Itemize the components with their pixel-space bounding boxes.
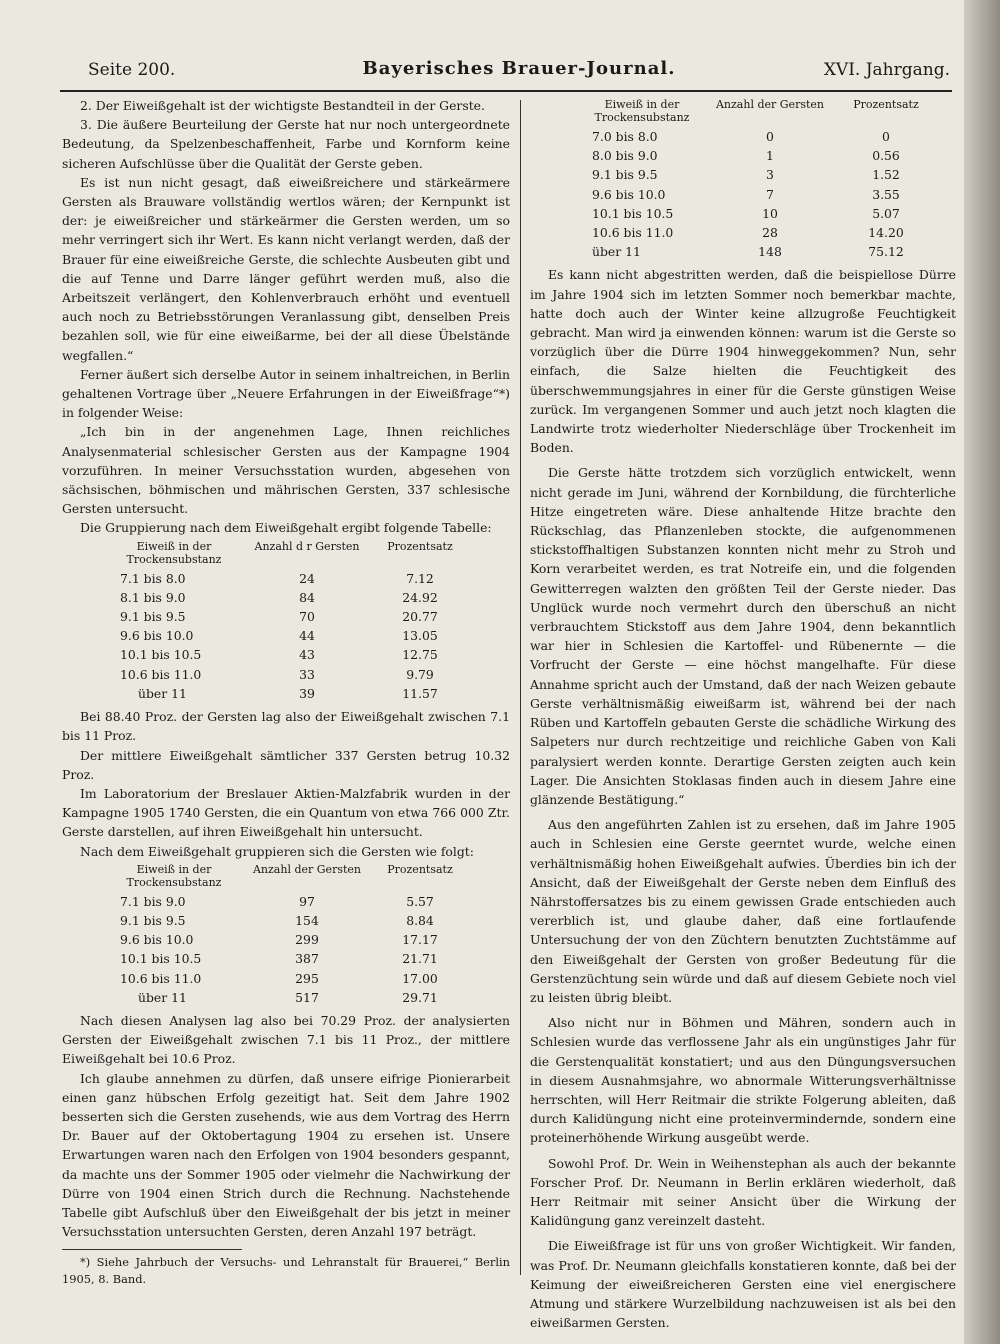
table-row: 10.1 bis 10.5 10 5.07: [592, 205, 900, 221]
table-row: 9.1 bis 9.5 154 8.84: [120, 912, 434, 928]
paragraph: Die Gerste hätte trotzdem sich vorzüglich entwickelt, wenn nicht gerade im Juni, während der Kornbildung, die fürchterliche Hitze eingetreten wäre. Diese anhaltende Hitze brachte den Rückschlag, das Pflanzenleben stockte, die aufgenommenen stickstoffhaltigen Substanzen konnten nicht mehr zu Stroh und Korn verarbeitet werden, es trat Notreife ein, und die folgenden Gewitterregen walzten den größten Teil der Gerste nieder. Das Unglück wurde noch vermehrt durch den überschuß an nicht verbrauchtem Stickstoff aus dem Jahre 1904, denn bekanntlich war hier in Schlesien die Kartoffel- und Rübenernte — die Vorfrucht der Gerste — eine höchst mangelhafte. Für diese Annahme spricht auch der Umstand, daß der nach Weizen gebaute Gerste verhältnismäßig eiweißarm ist, während bei der nach Rüben und Kartoffeln gebauten Gerste die schädliche Wirkung des Salpeters nur durch rechtzeitige und reichliche Gaben von Kali paralysiert werden konnte. Derartige Gersten zeigten auch kein Lager. Die Ansichten Stoklasas finden auch in diesem Jahre eine glänzende Bestätigung.“: [530, 465, 956, 807]
paragraph: Ich glaube annehmen zu dürfen, daß unsere eifrige Pionierarbeit einen ganz hübschen Erfolg gezeitigt hat. Seit dem Jahre 1902 besserten sich die Gersten zusehends, wie aus dem Vortrag des Herrn Dr. Bauer auf der Oktobertagung 1904 zu ersehen ist. Unsere Erwartungen waren nach den Erfolgen von 1904 besonders gespannt, da machte uns der Sommer 1905 oder vielmehr die Nachwirkung der Dürre von 1904 einen Strich durch die Rechnung. Nachstehende Tabelle gibt Aufschluß über den Eiweißgehalt der bis jetzt in meiner Versuchsstation untersuchten Gersten, deren Anzahl 197 beträgt.: [62, 1070, 510, 1240]
header-rule: [60, 90, 952, 92]
page-number: Seite 200.: [88, 60, 176, 80]
table-row: 9.6 bis 10.0 7 3.55: [592, 186, 900, 202]
column-divider: [520, 100, 521, 1275]
column-header: Anzahl der Gersten: [715, 98, 824, 111]
protein-table-1905-breslau: [110, 863, 464, 1007]
paragraph: Es ist nun nicht gesagt, daß eiweißreichere und stärkeärmere Gersten als Brauware vollständig wertlos wären; der Kernpunkt ist der: je eiweißreicher und stärkeärmer die Gersten werden, um so mehr verringert sich ihr Wert. Es kann nicht verlangt werden, daß der Brauer für eine eiweißreiche Gerste, die schlechte Ausbeuten gibt und die auf Tenne und Darre länger geführt werden muß, also die Arbeitszeit verlängert, den Kohlenverbrauch erhöht und eventuell auch noch zu Betriebsstörungen Veranlassung gibt, denselben Preis bezahlen soll, wie für eine eiweißarme, bei der all diese Übelstände wegfallen.“: [62, 174, 510, 363]
paragraph: Also nicht nur in Böhmen und Mähren, sondern auch in Schlesien wurde das verflossene Jahr als ein ungünstiges Jahr für die Gerstenqualität konstatiert; und aus den Düngungsversuchen in diesem Ausnahmsjahre, wo abnormale Witterungsverhältnisse herrschten, will Herr Reitmair die strikte Folgerung ableiten, daß durch Kalidüngung nicht eine proteinvermindernde, sondern eine proteinerhöhende Wirkung ausgeübt werde.: [530, 1015, 956, 1146]
table-row: 10.6 bis 11.0 28 14.20: [592, 225, 904, 241]
table-row: 7.1 bis 8.0 24 7.12: [120, 570, 434, 586]
column-header: Eiweiß in der Trockensubstanz: [126, 862, 222, 889]
table-row: 9.1 bis 9.5 3 1.52: [592, 167, 900, 183]
column-header: Anzahl der Gersten: [252, 862, 361, 876]
paragraph: Der mittlere Eiweißgehalt sämtlicher 337 Gersten betrug 10.32 Proz.: [62, 747, 510, 782]
table-row: über 11 148 75.12: [592, 244, 904, 260]
table-row: 7.0 bis 8.0 0 0: [592, 129, 890, 144]
table-row: 10.1 bis 10.5 387 21.71: [120, 951, 438, 967]
paragraph: Sowohl Prof. Dr. Wein in Weihenstephan als auch der bekannte Forscher Prof. Dr. Neumann in Berlin erklären wiederholt, daß Herr Reitmair mit seiner Ansicht über die Wirkung der Kalidüngung ganz vereinzelt dasteht.: [530, 1155, 956, 1229]
paragraph: Aus den angeführten Zahlen ist zu ersehen, daß im Jahre 1905 auch in Schlesien eine Gerste geerntet wurde, welche einen verhältnismäßig hohen Eiweißgehalt aufwies. Überdies bin ich der Ansicht, daß der Eiweißgehalt der Gerste neben dem Einfluß des Nährstoffersatzes bis zu einem gewissen Grade entschieden auch vererblich ist, und glaube daher, daß eine fortlaufende Untersuchung der von den Züchtern benutzten Zuchtstämme auf den Eiweißgehalt der Gersten von großer Bedeutung für die Gerstenzüchtung sein würde und daß auf diesem Gebiete noch viel zu leisten übrig bleibt.: [530, 817, 956, 1005]
column-header: Eiweiß in der Trockensubstanz: [126, 539, 222, 566]
paragraph: Ferner äußert sich derselbe Autor in seinem inhaltreichen, in Berlin gehaltenen Vortrage über „Neuere Erfahrungen in der Eiweißfrage“*) in folgender Weise:: [62, 366, 510, 421]
journal-title: Bayerisches Brauer-Journal.: [362, 58, 676, 79]
paragraph: Es kann nicht abgestritten werden, daß die beispiellose Dürre im Jahre 1904 sich im letzten Sommer noch bemerkbar machte, hatte doch auch der Winter keine allzugroße Feuchtigkeit gebracht. Man wird ja einwenden können: warum ist die Gerste so vorzüglich über die Dürre 1904 hinweggekommen? Nun, sehr einfach, die Salze hielten die Feuchtigkeit des überschwemmungsjahres in einer für die Gerste günstigen Weise zurück. Im vergangenen Sommer und auch jetzt noch klagten die Landwirte trotz wiederholter Niederschläge über Trockenheit im Boden.: [530, 267, 956, 456]
table-row: über 11 39 11.57: [138, 685, 438, 701]
table-row: 9.6 bis 10.0 299 17.17: [120, 932, 438, 948]
paragraph: Die Eiweißfrage ist für uns von großer Wichtigkeit. Wir fanden, was Prof. Dr. Neumann gleichfalls konstatieren konnte, daß bei der Keimung der eiweißreicheren Gersten eine viel energischere Atmung und stärkere Wurzelbildung nachzuweisen ist als bei den eiweißarmen Gersten.: [530, 1238, 956, 1331]
column-header: Prozentsatz: [387, 539, 453, 553]
volume-label: XVI. Jahrgang.: [823, 60, 950, 80]
page-edge-shadow: [964, 0, 1000, 1344]
paragraph: 2. Der Eiweißgehalt ist der wichtigste Bestandteil in der Gerste.: [80, 98, 485, 113]
left-column: [62, 96, 510, 1288]
paragraph: Bei 88.40 Proz. der Gersten lag also der Eiweißgehalt zwischen 7.1 bis 11 Proz.: [62, 709, 510, 744]
paragraph: Die Gruppierung nach dem Eiweißgehalt ergibt folgende Tabelle:: [80, 520, 492, 536]
table-row: 10.6 bis 11.0 295 17.00: [120, 970, 438, 986]
table-row: 8.0 bis 9.0 1 0.56: [592, 148, 900, 164]
table-row: über 11 517 29.71: [138, 989, 438, 1005]
protein-table-1904: [110, 540, 464, 703]
running-header: [88, 58, 950, 90]
paragraph: Nach dem Eiweißgehalt gruppieren sich die Gersten wie folgt:: [80, 843, 474, 859]
footnote: *) Siehe Jahrbuch der Versuchs- und Lehranstalt für Brauerei,“ Berlin 1905, 8. Band.: [62, 1255, 510, 1287]
table-row: 9.1 bis 9.5 70 20.77: [120, 609, 438, 625]
paragraph: Im Laboratorium der Breslauer Aktien-Malzfabrik wurden in der Kampagne 1905 1740 Gersten, die ein Quantum von etwa 766 000 Ztr. Gerste darstellen, auf ihren Eiweißgehalt hin untersucht.: [62, 785, 510, 840]
column-header: Prozentsatz: [853, 98, 919, 111]
table-row: 10.1 bis 10.5 43 12.75: [120, 647, 438, 663]
paragraph: „Ich bin in der angenehmen Lage, Ihnen reichliches Analysenmaterial schlesischer Gersten aus der Kampagne 1904 vorzuführen. In meiner Versuchsstation wurden, abgesehen von sächsischen, böhmischen und mährischen Gersten, 337 schlesische Gersten untersucht.: [62, 424, 510, 517]
table-row: 10.6 bis 11.0 33 9.79: [120, 666, 434, 682]
paragraph: Nach diesen Analysen lag also bei 70.29 Proz. der analysierten Gersten der Eiweißgehalt zwischen 7.1 bis 11 Proz., der mittlere Eiweißgehalt bei 10.6 Proz.: [62, 1012, 510, 1067]
footnote-rule: [62, 1249, 242, 1250]
column-header: Prozentsatz: [387, 862, 453, 876]
column-header: Anzahl d r Gersten: [254, 539, 360, 553]
table-row: 9.6 bis 10.0 44 13.05: [120, 628, 438, 644]
paragraph: 3. Die äußere Beurteilung der Gerste hat nur noch untergeordnete Bedeutung, da Spelzenbeschaffenheit, Farbe und Kornform keine sicheren Aufschlüsse über die Qualität der Gerste geben.: [62, 117, 510, 171]
right-column: [530, 98, 956, 1332]
protein-table-1905-station: [582, 98, 934, 261]
column-header: Eiweiß in der Trockensubstanz: [594, 98, 690, 124]
table-row: 8.1 bis 9.0 84 24.92: [120, 589, 438, 605]
table-row: 7.1 bis 9.0 97 5.57: [120, 893, 434, 909]
